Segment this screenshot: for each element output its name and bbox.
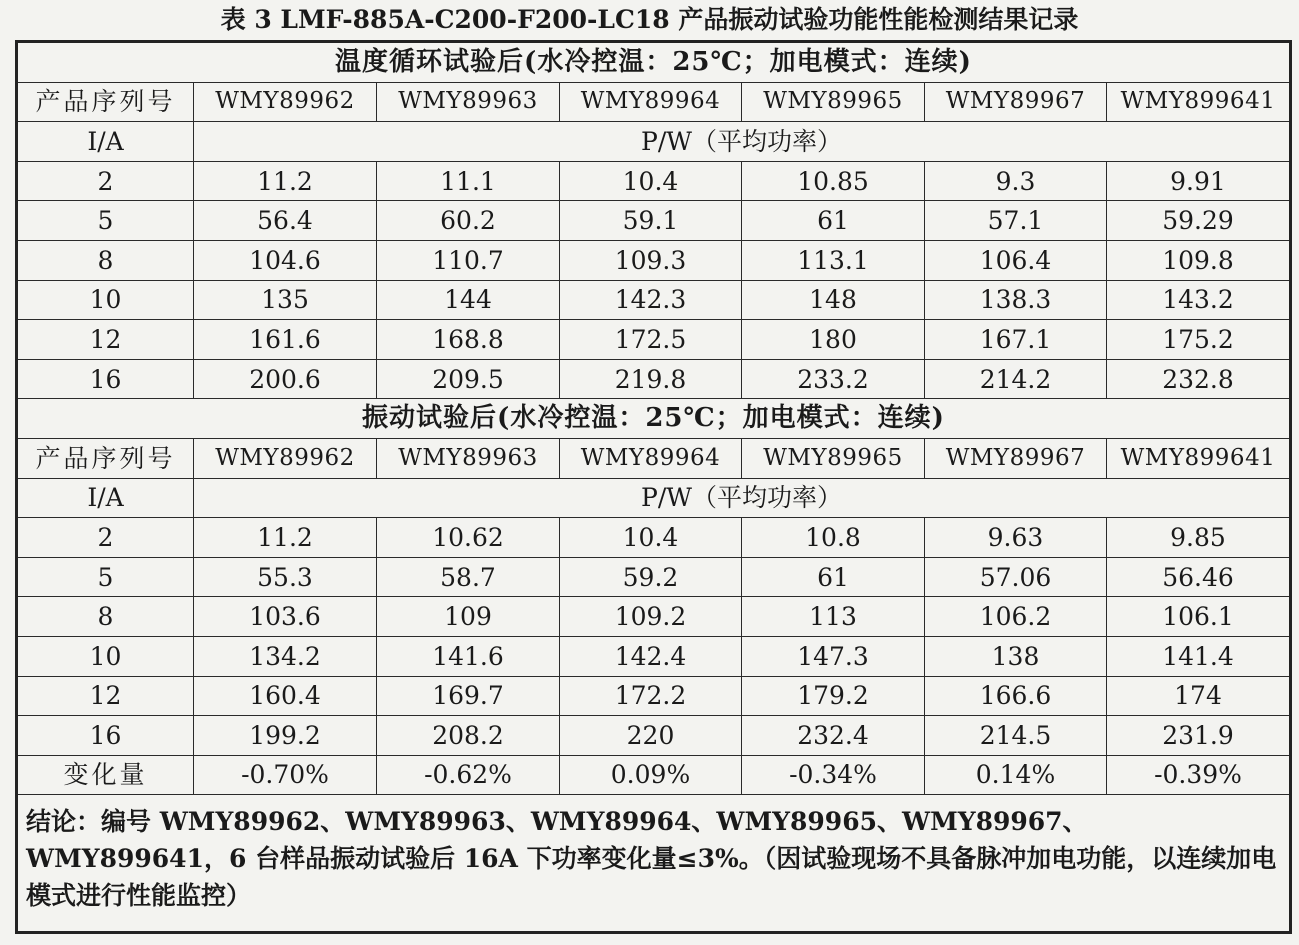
power-label: P/W（平均功率） <box>194 478 1291 518</box>
conclusion-text: 结论：编号 WMY89962、WMY89963、WMY89964、WMY89965、WMY89967、WMY899641，6 台样品振动试验后 16A 下功率变化量≤3%。（因试验现场不具备脉冲加电功能，以连续加电模式进行性能监控） <box>17 795 1291 933</box>
power-value: 174 <box>1107 676 1291 716</box>
power-value: 134.2 <box>194 636 377 676</box>
current-value: 8 <box>17 240 194 280</box>
power-value: 10.4 <box>560 518 742 558</box>
change-value: -0.39% <box>1107 755 1291 795</box>
power-value: 232.8 <box>1107 359 1291 399</box>
power-value: 142.4 <box>560 636 742 676</box>
table-row <box>17 359 1291 399</box>
change-value: 0.14% <box>925 755 1107 795</box>
power-value: 10.85 <box>742 161 925 201</box>
power-value: 109.8 <box>1107 240 1291 280</box>
power-value: 220 <box>560 716 742 756</box>
unit-row <box>17 478 1291 518</box>
serial-number: WMY899641 <box>1107 438 1291 478</box>
power-value: 110.7 <box>377 240 560 280</box>
conclusion-row <box>17 795 1291 933</box>
power-value: 141.4 <box>1107 636 1291 676</box>
table-row <box>17 636 1291 676</box>
power-value: 109.2 <box>560 597 742 637</box>
power-value: 10.8 <box>742 518 925 558</box>
table-row <box>17 597 1291 637</box>
section-heading: 振动试验后(水冷控温：25℃；加电模式：连续) <box>17 399 1291 439</box>
power-value: 103.6 <box>194 597 377 637</box>
table-title: 表 3 LMF-885A-C200-F200-LC18 产品振动试验功能性能检测结果记录 <box>220 5 1079 34</box>
power-value: 59.2 <box>560 557 742 597</box>
serial-row <box>17 82 1291 122</box>
current-value: 10 <box>17 636 194 676</box>
current-value: 12 <box>17 320 194 360</box>
power-value: 167.1 <box>925 320 1107 360</box>
power-value: 113.1 <box>742 240 925 280</box>
table-row <box>17 280 1291 320</box>
current-value: 2 <box>17 161 194 201</box>
power-value: 55.3 <box>194 557 377 597</box>
power-value: 200.6 <box>194 359 377 399</box>
table-row <box>17 201 1291 241</box>
power-value: 106.4 <box>925 240 1107 280</box>
power-value: 168.8 <box>377 320 560 360</box>
serial-label: 产品序列号 <box>17 82 194 122</box>
power-value: 138 <box>925 636 1107 676</box>
power-value: 161.6 <box>194 320 377 360</box>
power-value: 9.91 <box>1107 161 1291 201</box>
power-value: 10.62 <box>377 518 560 558</box>
serial-number: WMY89967 <box>925 82 1107 122</box>
serial-number: WMY89963 <box>377 438 560 478</box>
power-value: 60.2 <box>377 201 560 241</box>
power-value: 214.5 <box>925 716 1107 756</box>
power-value: 175.2 <box>1107 320 1291 360</box>
power-value: 61 <box>742 557 925 597</box>
table-row <box>17 557 1291 597</box>
power-value: 56.4 <box>194 201 377 241</box>
power-value: 56.46 <box>1107 557 1291 597</box>
table-row <box>17 716 1291 756</box>
current-value: 5 <box>17 201 194 241</box>
change-value: -0.70% <box>194 755 377 795</box>
serial-number: WMY89964 <box>560 82 742 122</box>
current-value: 2 <box>17 518 194 558</box>
power-value: 9.3 <box>925 161 1107 201</box>
serial-label: 产品序列号 <box>17 438 194 478</box>
current-value: 12 <box>17 676 194 716</box>
power-value: 59.29 <box>1107 201 1291 241</box>
current-value: 10 <box>17 280 194 320</box>
power-value: 147.3 <box>742 636 925 676</box>
power-value: 141.6 <box>377 636 560 676</box>
serial-number: WMY89967 <box>925 438 1107 478</box>
table-row <box>17 320 1291 360</box>
power-value: 135 <box>194 280 377 320</box>
power-value: 9.63 <box>925 518 1107 558</box>
power-value: 10.4 <box>560 161 742 201</box>
serial-row <box>17 438 1291 478</box>
serial-number: WMY89965 <box>742 82 925 122</box>
power-value: 143.2 <box>1107 280 1291 320</box>
change-label: 变化量 <box>17 755 194 795</box>
power-value: 113 <box>742 597 925 637</box>
section-heading: 温度循环试验后(水冷控温：25℃；加电模式：连续) <box>17 42 1291 83</box>
table-row <box>17 518 1291 558</box>
power-value: 233.2 <box>742 359 925 399</box>
serial-number: WMY899641 <box>1107 82 1291 122</box>
power-value: 231.9 <box>1107 716 1291 756</box>
table-row <box>17 240 1291 280</box>
power-value: 57.06 <box>925 557 1107 597</box>
serial-number: WMY89962 <box>194 438 377 478</box>
power-value: 214.2 <box>925 359 1107 399</box>
power-value: 179.2 <box>742 676 925 716</box>
current-value: 16 <box>17 359 194 399</box>
power-value: 199.2 <box>194 716 377 756</box>
power-value: 106.1 <box>1107 597 1291 637</box>
power-label: P/W（平均功率） <box>194 122 1291 162</box>
power-value: 219.8 <box>560 359 742 399</box>
power-value: 148 <box>742 280 925 320</box>
power-value: 142.3 <box>560 280 742 320</box>
power-value: 11.2 <box>194 161 377 201</box>
change-value: -0.34% <box>742 755 925 795</box>
serial-number: WMY89962 <box>194 82 377 122</box>
table-row <box>17 161 1291 201</box>
power-value: 166.6 <box>925 676 1107 716</box>
table-row <box>17 676 1291 716</box>
power-value: 172.2 <box>560 676 742 716</box>
serial-number: WMY89963 <box>377 82 560 122</box>
results-table <box>15 40 1292 934</box>
power-value: 109 <box>377 597 560 637</box>
power-value: 61 <box>742 201 925 241</box>
current-value: 16 <box>17 716 194 756</box>
power-value: 57.1 <box>925 201 1107 241</box>
serial-number: WMY89964 <box>560 438 742 478</box>
power-value: 11.2 <box>194 518 377 558</box>
power-value: 209.5 <box>377 359 560 399</box>
current-value: 8 <box>17 597 194 637</box>
power-value: 9.85 <box>1107 518 1291 558</box>
unit-row <box>17 122 1291 162</box>
serial-number: WMY89965 <box>742 438 925 478</box>
change-row <box>17 755 1291 795</box>
current-label: I/A <box>17 122 194 162</box>
power-value: 144 <box>377 280 560 320</box>
power-value: 160.4 <box>194 676 377 716</box>
power-value: 59.1 <box>560 201 742 241</box>
power-value: 232.4 <box>742 716 925 756</box>
change-value: 0.09% <box>560 755 742 795</box>
power-value: 180 <box>742 320 925 360</box>
power-value: 58.7 <box>377 557 560 597</box>
power-value: 106.2 <box>925 597 1107 637</box>
power-value: 169.7 <box>377 676 560 716</box>
power-value: 11.1 <box>377 161 560 201</box>
current-value: 5 <box>17 557 194 597</box>
change-value: -0.62% <box>377 755 560 795</box>
power-value: 104.6 <box>194 240 377 280</box>
section-heading-row <box>17 399 1291 439</box>
section-heading-row <box>17 42 1291 83</box>
power-value: 109.3 <box>560 240 742 280</box>
power-value: 138.3 <box>925 280 1107 320</box>
power-value: 172.5 <box>560 320 742 360</box>
power-value: 208.2 <box>377 716 560 756</box>
current-label: I/A <box>17 478 194 518</box>
